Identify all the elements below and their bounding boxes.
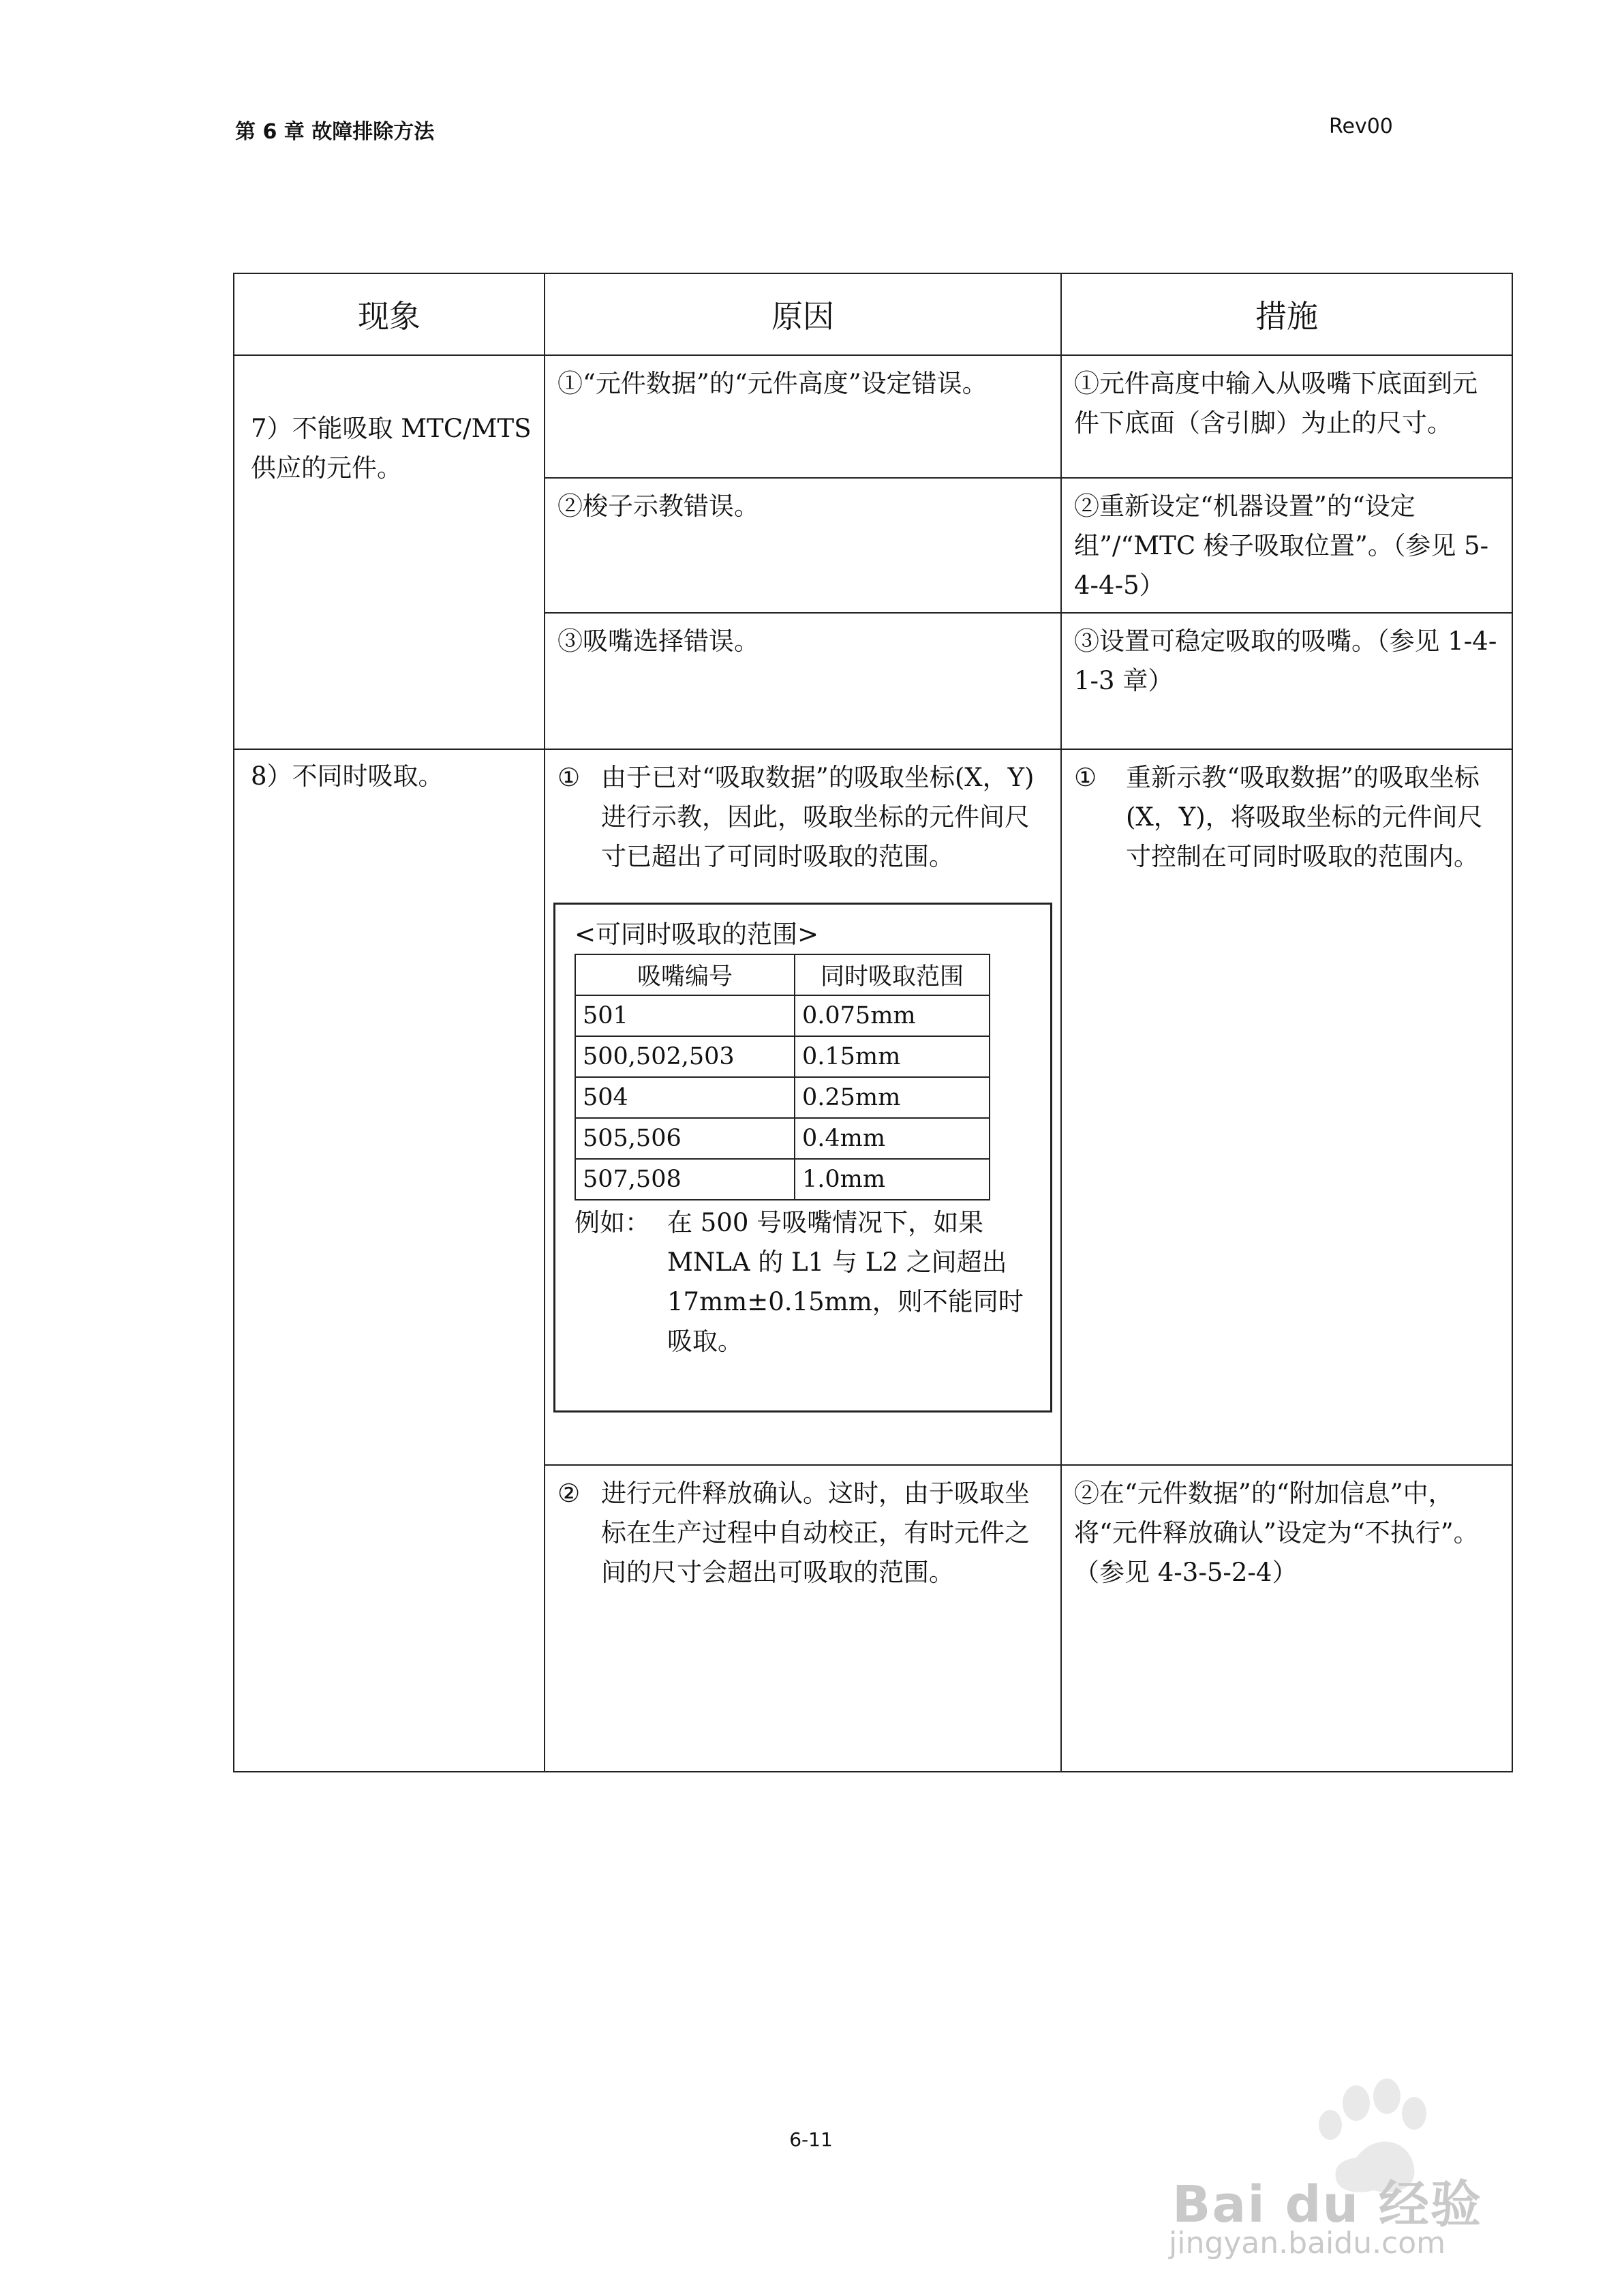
measure-7-2-text: ②重新设定“机器设置”的“设定组”/“MTC 梭子吸取位置”。（参见 5-4-4-5） [1074, 492, 1489, 600]
phenomenon-7-text: 7）不能吸取 MTC/MTS 供应的元件。 [251, 414, 532, 483]
cause-7-3 [545, 613, 1061, 749]
table-row [575, 1077, 990, 1118]
table-row [575, 1159, 990, 1200]
cause-7-2 [545, 478, 1061, 613]
table-row [575, 1118, 990, 1159]
range-nozzle: 507,508 [575, 1159, 795, 1200]
table-row [575, 1036, 990, 1077]
phenomenon-7 [234, 355, 545, 749]
measure-8-2-ref: （参见 4-3-5-2-4） [1074, 1558, 1298, 1587]
cause-8-1-item [545, 750, 1060, 883]
watermark-url: jingyan.baidu.com [1169, 2226, 1446, 2261]
table-row [234, 355, 1512, 478]
measure-8-1-num: ① [1074, 763, 1097, 792]
cause-7-3-text: ③吸嘴选择错误。 [557, 626, 759, 656]
cause-7-1 [545, 355, 1061, 478]
range-value: 0.075mm [795, 995, 990, 1036]
cause-8-2-text: 进行元件释放确认。这时，由于吸取坐标在生产过程中自动校正，有时元件之间的尺寸会超出可吸取的范围。 [601, 1479, 1030, 1587]
header-phenomenon: 现象 [234, 273, 545, 355]
measure-7-3 [1061, 613, 1512, 749]
phenomenon-8-text: 8）不同时吸取。 [251, 761, 444, 791]
range-value: 0.25mm [795, 1077, 990, 1118]
cause-8-1-num: ① [557, 763, 581, 792]
example-label: 例如： [575, 1208, 650, 1237]
range-header-nozzle: 吸嘴编号 [575, 954, 795, 995]
table-row [234, 749, 1512, 1465]
measure-8-2 [1061, 1465, 1512, 1772]
revision-label: Rev00 [1329, 115, 1393, 138]
cause-8-1-text: 由于已对“吸取数据”的吸取坐标(X，Y)进行示教，因此，吸取坐标的元件间尺寸已超出了可同时吸取的范围。 [601, 763, 1035, 871]
troubleshooting-table [233, 273, 1513, 1772]
range-value: 0.4mm [795, 1118, 990, 1159]
range-nozzle: 500,502,503 [575, 1036, 795, 1077]
measure-8-1-item [1062, 750, 1512, 883]
range-header-range: 同时吸取范围 [795, 954, 990, 995]
range-value: 1.0mm [795, 1159, 990, 1200]
chapter-header: 第 6 章 故障排除方法 [235, 120, 435, 144]
cause-7-1-text: ①“元件数据”的“元件高度”设定错误。 [557, 369, 988, 398]
watermark-brand: Bai du 经验 [1172, 2175, 1482, 2234]
simultaneous-range-box [553, 903, 1052, 1413]
measure-8-1 [1061, 749, 1512, 1465]
example-text: 在 500 号吸嘴情况下，如果 MNLA 的 L1 与 L2 之间超出 17mm±0.15mm，则不能同时吸取。 [667, 1208, 1024, 1356]
measure-7-1-text: ①元件高度中输入从吸嘴下底面到元件下底面（含引脚）为止的尺寸。 [1074, 369, 1478, 438]
cause-7-2-text: ②梭子示教错误。 [557, 492, 759, 521]
header-cause: 原因 [545, 273, 1061, 355]
measure-8-2-text: ②在“元件数据”的“附加信息”中，将“元件释放确认”设定为“不执行”。 [1074, 1479, 1479, 1547]
range-nozzle: 501 [575, 995, 795, 1036]
measure-8-1-text: 重新示教“吸取数据”的吸取坐标(X，Y)，将吸取坐标的元件间尺寸控制在可同时吸取的范围内。 [1126, 763, 1483, 871]
header-measure: 措施 [1061, 273, 1512, 355]
cause-8-2-num: ② [557, 1479, 581, 1508]
phenomenon-8 [234, 749, 545, 1772]
range-table [575, 954, 990, 1200]
example-note [575, 1203, 1031, 1361]
measure-7-2 [1061, 478, 1512, 613]
range-nozzle: 505,506 [575, 1118, 795, 1159]
cause-8-2 [545, 1465, 1061, 1772]
page-number: 6-11 [789, 2128, 833, 2151]
range-value: 0.15mm [795, 1036, 990, 1077]
table-row [575, 995, 990, 1036]
cause-8-1 [545, 749, 1061, 1465]
cause-8-2-item [545, 1466, 1060, 1599]
measure-7-1 [1061, 355, 1512, 478]
range-nozzle: 504 [575, 1077, 795, 1118]
range-box-title: <可同时吸取的范围> [575, 920, 819, 949]
measure-8-2-item [1062, 1466, 1512, 1599]
measure-7-3-text: ③设置可稳定吸取的吸嘴。（参见 1-4-1-3 章） [1074, 626, 1497, 695]
range-table-header [575, 954, 990, 995]
table-header-row [234, 273, 1512, 355]
